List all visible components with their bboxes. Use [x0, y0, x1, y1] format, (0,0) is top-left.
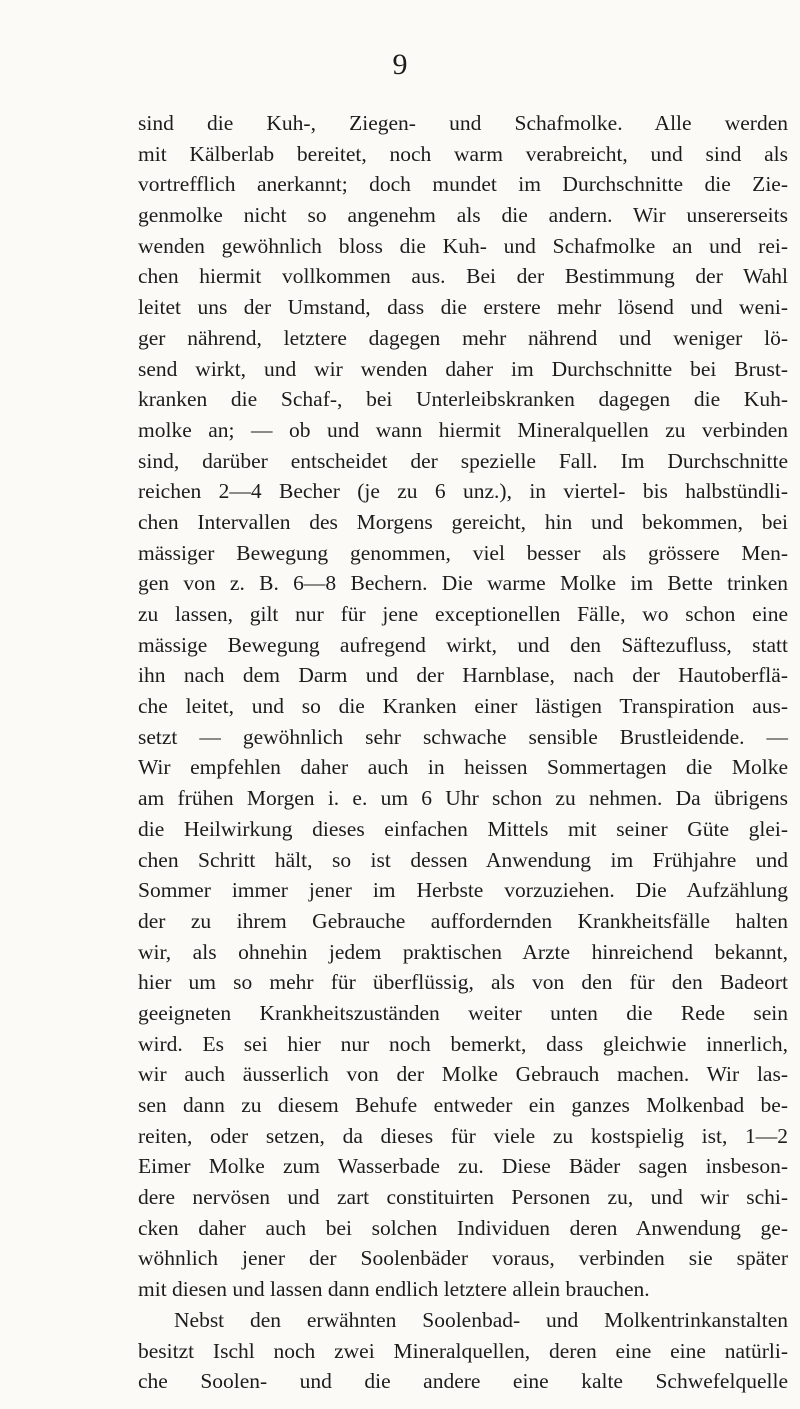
text-line: sind die Kuh-, Ziegen- und Schafmolke. Alle werden — [138, 111, 788, 135]
text-line: send wirkt, und wir wenden daher im Durchschnitte bei Brust- — [138, 356, 788, 381]
text-line: wir, als ohnehin jedem praktischen Arzte hinreichend bekannt, — [138, 939, 788, 964]
body-text — [138, 108, 788, 1397]
text-line: gen von z. B. 6—8 Bechern. Die warme Molke im Bette trinken — [138, 571, 788, 596]
text-line: mässiger Bewegung genommen, viel besser als grössere Men- — [138, 540, 788, 565]
text-line: leitet uns der Umstand, dass die erstere mehr lösend und weni- — [138, 295, 788, 320]
text-line: ger nährend, letztere dagegen mehr nährend und weniger lö- — [138, 325, 788, 350]
text-line: wöhnlich jener der Soolenbäder voraus, verbinden sie später — [138, 1246, 788, 1271]
text-line: chen hiermit vollkommen aus. Bei der Bestimmung der Wahl — [138, 264, 788, 289]
text-line: die Heilwirkung dieses einfachen Mittels mit seiner Güte glei- — [138, 816, 788, 841]
text-line: Eimer Molke zum Wasserbade zu. Diese Bäder sagen insbeson- — [138, 1154, 788, 1179]
text-line: molke an; — ob und wann hiermit Mineralquellen zu verbinden — [138, 417, 788, 442]
text-line: der zu ihrem Gebrauche auffordernden Krankheitsfälle halten — [138, 908, 788, 933]
page-number: 9 — [392, 48, 408, 81]
text-line: reiten, oder setzen, da dieses für viele zu kostspielig ist, 1—2 — [138, 1123, 788, 1148]
text-line: dere nervösen und zart constituirten Personen zu, und wir schi- — [138, 1185, 788, 1210]
text-line: geeigneten Krankheitszuständen weiter unten die Rede sein — [138, 1000, 788, 1025]
text-line: chen Intervallen des Morgens gereicht, hin und bekommen, bei — [138, 509, 788, 534]
text-line: mit Kälberlab bereitet, noch warm verabreicht, und sind als — [138, 141, 788, 166]
text-line: ihn nach dem Darm und der Harnblase, nach der Hautoberflä- — [138, 663, 788, 688]
text-line: besitzt Ischl noch zwei Mineralquellen, deren eine eine natürli- — [138, 1338, 788, 1363]
text-line: wir auch äusserlich von der Molke Gebrauch machen. Wir las- — [138, 1062, 788, 1087]
text-line: Sommer immer jener im Herbste vorzuziehen. Die Aufzählung — [138, 878, 788, 903]
text-line: sen dann zu diesem Behufe entweder ein ganzes Molkenbad be- — [138, 1093, 788, 1117]
text-line: genmolke nicht so angenehm als die andern. Wir unsererseits — [138, 203, 788, 228]
text-line: setzt — gewöhnlich sehr schwache sensible Brustleidende. — — [138, 724, 788, 749]
text-line: vortrefflich anerkannt; doch mundet im Durchschnitte die Zie- — [138, 172, 788, 197]
text-line: mit diesen und lassen dann endlich letztere allein brauchen. — [138, 1277, 650, 1302]
text-line: sind, darüber entscheidet der spezielle Fall. Im Durchschnitte — [138, 448, 788, 473]
text-line: am frühen Morgen i. e. um 6 Uhr schon zu nehmen. Da übrigens — [138, 786, 788, 811]
text-line: mässige Bewegung aufregend wirkt, und den Säftezufluss, statt — [138, 632, 788, 657]
text-line: reichen 2—4 Becher (je zu 6 unz.), in viertel- bis halbstündli- — [138, 479, 788, 504]
text-line: wird. Es sei hier nur noch bemerkt, dass gleichwie innerlich, — [138, 1031, 788, 1056]
text-line: chen Schritt hält, so ist dessen Anwendung im Frühjahre und — [138, 847, 788, 872]
text-line: zu lassen, gilt nur für jene exceptionellen Fälle, wo schon eine — [138, 602, 788, 626]
text-line: che leitet, und so die Kranken einer lästigen Transpiration aus- — [138, 694, 788, 719]
text-line: hier um so mehr für überflüssig, als von den für den Badeort — [138, 970, 788, 995]
text-line: Nebst den erwähnten Soolenbad- und Molkentrinkanstalten — [174, 1307, 788, 1332]
text-line: cken daher auch bei solchen Individuen deren Anwendung ge- — [138, 1215, 788, 1240]
text-line: wenden gewöhnlich bloss die Kuh- und Schafmolke an und rei- — [138, 233, 788, 258]
text-line: kranken die Schaf-, bei Unterleibskranken dagegen die Kuh- — [138, 387, 788, 412]
text-line: Wir empfehlen daher auch in heissen Sommertagen die Molke — [138, 755, 788, 780]
text-line: che Soolen- und die andere eine kalte Schwefelquelle — [138, 1369, 788, 1394]
